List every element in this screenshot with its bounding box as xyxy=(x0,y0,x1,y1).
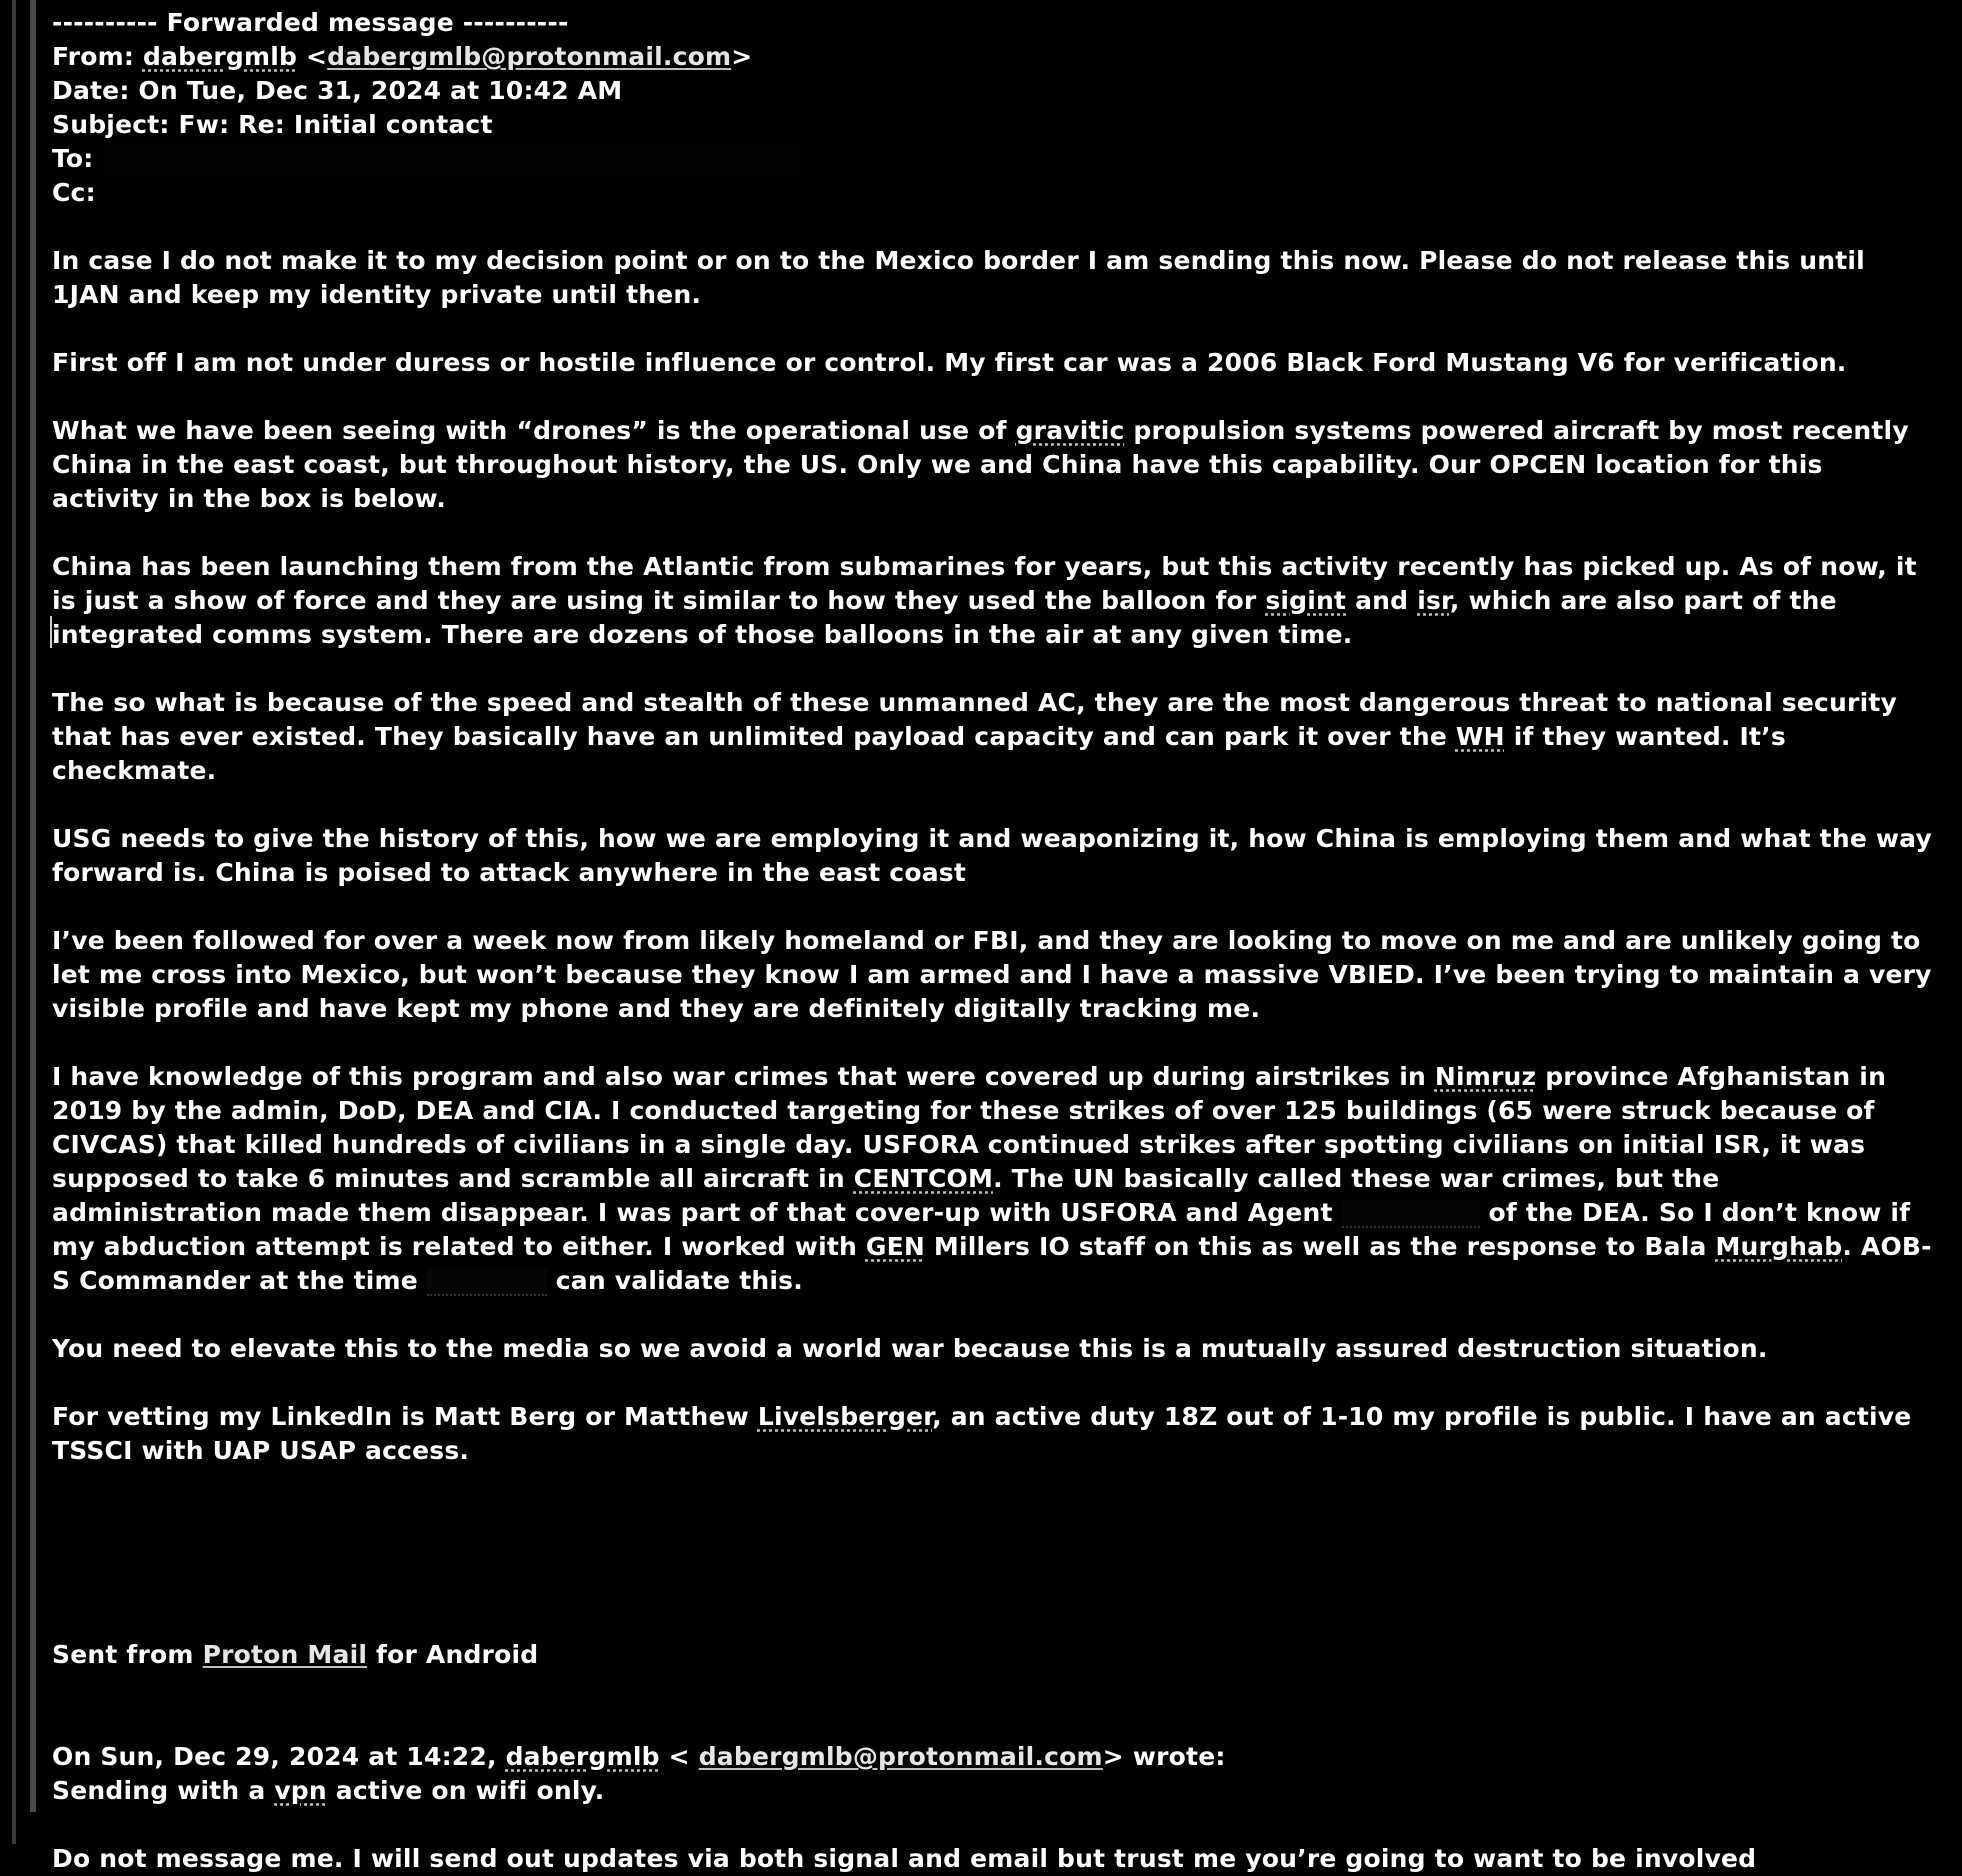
p4-text-e: , which are also part of the integrated comms system. There are dozens of those balloons in the air at any given time. xyxy=(52,586,1837,649)
p8-text-h: Millers IO staff on this as well as the response to Bala xyxy=(925,1232,1716,1261)
p8-text-c: province Afghanistan in 2019 by the admin, DoD, DEA and CIA. I conducted targeting for these strikes of over 125 buildings (65 were struck because of CIVCAS) that killed hundreds of civilians in a single day. USFORA continued strikes after spotting civilians on initial ISR, it was supposed to take 6 minutes and scramble all aircraft in xyxy=(52,1062,1887,1193)
p8-flagged-gen: GEN xyxy=(865,1232,926,1261)
quoted-wrote: > wrote: xyxy=(1102,1742,1226,1771)
p8-flagged-centcom: CENTCOM xyxy=(853,1164,994,1193)
quoted-l1-a: Sending with a xyxy=(52,1776,275,1805)
subject-line: Subject: Fw: Re: Initial contact xyxy=(52,110,493,139)
p8-text-k: can validate this. xyxy=(546,1266,803,1295)
forward-banner: ---------- Forwarded message ---------- xyxy=(52,8,569,37)
sender-name: dabergmlb xyxy=(142,42,298,71)
signature-line xyxy=(52,1638,1932,1672)
quoted-date: On Sun, Dec 29, 2024 at 14:22, xyxy=(52,1742,506,1771)
p3-flagged-word: gravitic xyxy=(1015,416,1125,445)
quoted-sender-name: dabergmlb xyxy=(505,1742,660,1771)
paragraph-10 xyxy=(52,1400,1932,1468)
p4-flagged-sigint: sigint xyxy=(1265,586,1347,615)
paragraph-1: In case I do not make it to my decision point or on to the Mexico border I am sending this now. Please do not release this until 1JAN and keep my identity private until then. xyxy=(52,246,1865,309)
email-body xyxy=(52,6,1932,1876)
quoted-header-line xyxy=(52,1740,1932,1774)
p8-text-j: . AOB-S Commander at the time xyxy=(52,1232,1932,1295)
quoted-sender-email-link[interactable]: dabergmlb@protonmail.com xyxy=(698,1742,1103,1771)
paragraph-5 xyxy=(52,686,1932,788)
date-line: Date: On Tue, Dec 31, 2024 at 10:42 AM xyxy=(52,76,623,105)
p10-text-c: , an active duty 18Z out of 1-10 my profile is public. I have an active TSSCI with UAP USAP access. xyxy=(52,1402,1912,1465)
to-label: To: xyxy=(52,144,94,173)
quoted-line-1 xyxy=(52,1774,1932,1808)
paragraph-8 xyxy=(52,1060,1932,1298)
p5-flagged-wh: WH xyxy=(1455,722,1505,751)
quoted-l1-c: active on wifi only. xyxy=(326,1776,605,1805)
p4-text-c: and xyxy=(1346,586,1418,615)
to-line xyxy=(52,142,1932,176)
paragraph-4 xyxy=(52,550,1932,652)
cc-line xyxy=(52,176,1932,210)
p3-text-a: What we have been seeing with “drones” is the operational use of xyxy=(52,416,1016,445)
p8-text-f: of the DEA. So I don’t know if my abduction attempt is related to either. I worked with xyxy=(52,1198,1911,1261)
redacted-recipient xyxy=(102,145,802,175)
paragraph-7: I’ve been followed for over a week now from likely homeland or FBI, and they are looking to move on me and are unlikely going to let me cross into Mexico, but won’t because they know I am armed and I have a massive VBIED. I’ve been trying to maintain a very visible profile and have kept my phone and they are definitely digitally tracking me. xyxy=(52,926,1932,1023)
p8-flagged-nimruz: Nimruz xyxy=(1434,1062,1537,1091)
signature-text-a: Sent from xyxy=(52,1640,203,1669)
p4-flagged-isr: isr xyxy=(1417,586,1450,615)
p4-text-a: China has been launching them from the Atlantic from submarines for years, but this activity recently has picked up. As of now, it is just a show of force and they are using it similar to how they used the balloon for xyxy=(52,552,1917,615)
paragraph-6: USG needs to give the history of this, how we are employing it and weaponizing it, how China is employing them and what the way forward is. China is poised to attack anywhere in the east coast xyxy=(52,824,1932,887)
redacted-commander-name xyxy=(427,1268,547,1296)
inner-quote-bar xyxy=(30,0,36,1812)
from-line: From: dabergmlb <dabergmlb@protonmail.com> xyxy=(52,42,753,71)
p8-flagged-murghab: Murghab xyxy=(1715,1232,1843,1261)
p5-text-c: if they wanted. It’s checkmate. xyxy=(52,722,1786,785)
p5-text-a: The so what is because of the speed and stealth of these unmanned AC, they are the most dangerous threat to national security that has ever existed. They basically have an unlimited payload capacity and can park it over the xyxy=(52,688,1897,751)
outer-quote-bar xyxy=(12,0,16,1844)
p8-text-a: I have knowledge of this program and also war crimes that were covered up during airstrikes in xyxy=(52,1062,1435,1091)
p3-text-c: propulsion systems powered aircraft by most recently China in the east coast, but throughout history, the US. Only we and China have this capability. Our OPCEN location for this activity in the box is below. xyxy=(52,416,1909,513)
paragraph-3 xyxy=(52,414,1932,516)
sender-email-link[interactable]: dabergmlb@protonmail.com xyxy=(327,42,732,71)
quoted-flagged-vpn: vpn xyxy=(274,1776,327,1805)
cc-label: Cc: xyxy=(52,178,96,207)
signature-text-b: for Android xyxy=(367,1640,539,1669)
redacted-agent-name xyxy=(1342,1200,1480,1228)
paragraph-2: First off I am not under duress or hostile influence or control. My first car was a 2006 Black Ford Mustang V6 for verification. xyxy=(52,348,1847,377)
from-label: From: xyxy=(52,42,135,71)
quoted-open-bracket: < xyxy=(659,1742,699,1771)
p10-text-a: For vetting my LinkedIn is Matt Berg or Matthew xyxy=(52,1402,758,1431)
quoted-line-2: Do not message me. I will send out updates via both signal and email but trust me you’re going to want to be involved xyxy=(52,1844,1757,1873)
paragraph-9: You need to elevate this to the media so we avoid a world war because this is a mutually assured destruction situation. xyxy=(52,1334,1768,1363)
p10-flagged-surname: Livelsberger xyxy=(757,1402,933,1431)
p8-text-e: . The UN basically called these war crimes, but the administration made them disappear. I was part of that cover-up with USFORA and Agent xyxy=(52,1164,1720,1227)
proton-mail-link[interactable]: Proton Mail xyxy=(202,1640,368,1669)
